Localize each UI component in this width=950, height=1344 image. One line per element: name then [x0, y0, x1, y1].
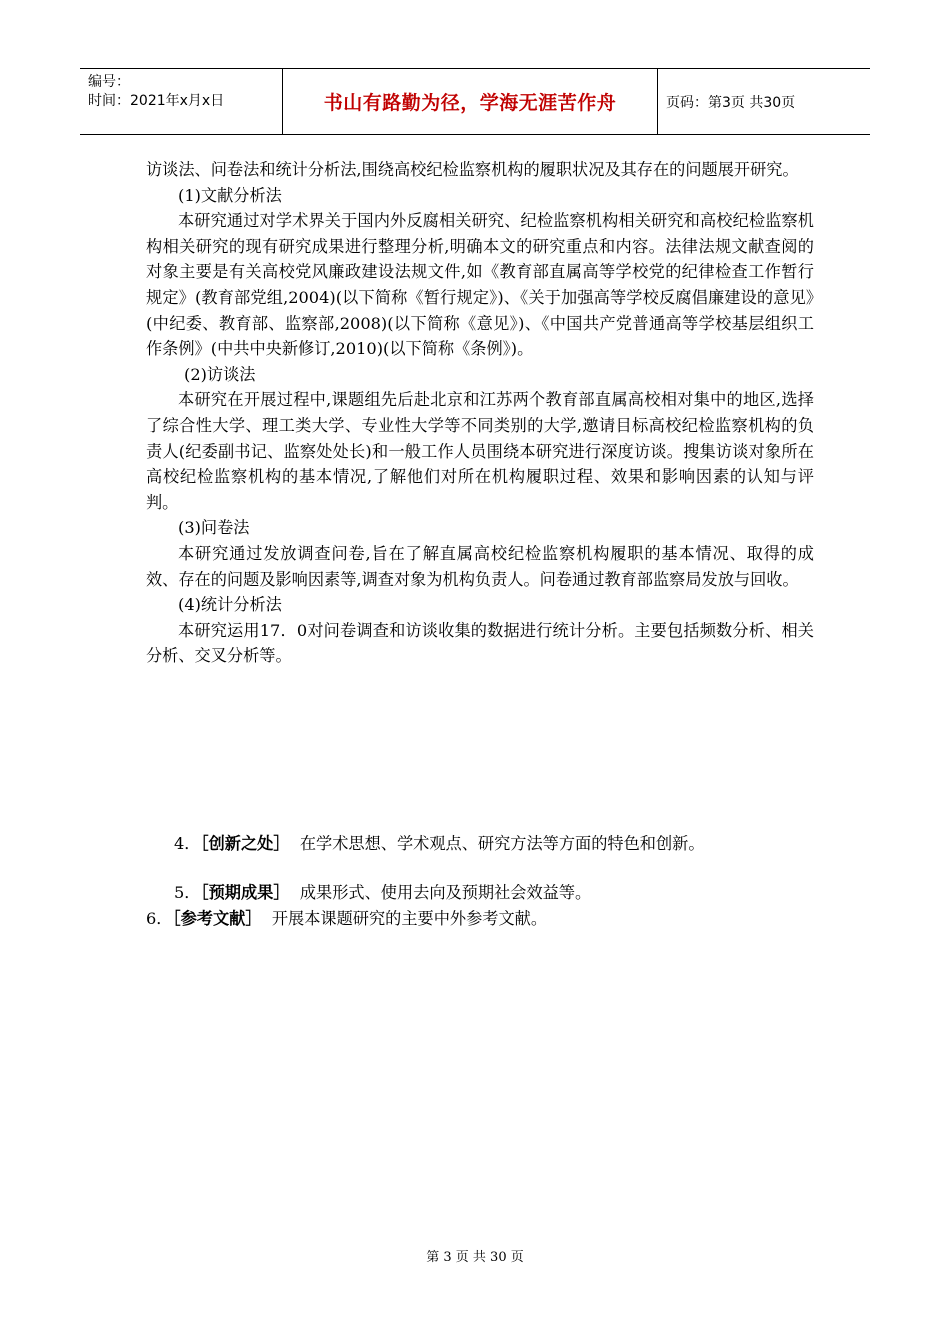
header-page-number: 页码：第3页 共30页 — [666, 94, 796, 111]
section-number: 5． — [174, 883, 201, 902]
section-title: ［预期成果］ — [200, 883, 290, 902]
section-number: 4． — [174, 834, 201, 853]
paragraph-methods-intro: 访谈法、问卷法和统计分析法,围绕高校纪检监察机构的履职状况及其存在的问题展开研究。 — [146, 160, 799, 179]
paragraph-interview: 本研究在开展过程中,课题组先后赴北京和江苏两个教育部直属高校相对集中的地区,选择了综合性大学、理工类大学、专业性大学等不同类别的大学,邀请目标高校纪检监察机构的负责人(纪委副书记、监察处处长)和一般工作人员围绕本研究进行深度访谈。搜集访谈对象所在高校纪检监察机构的基本情况,了解他们对所在机构履职过程、效果和影响因素的认知与评判。 — [146, 390, 814, 512]
paragraph-questionnaire: 本研究通过发放调查问卷,旨在了解直属高校纪检监察机构履职的基本情况、取得的成效、存在的问题及影响因素等,调查对象为机构负责人。问卷通过教育部监察局发放与回收。 — [146, 543, 814, 589]
heading-literature-analysis: (1)文献分析法 — [178, 185, 282, 205]
header-motto: 书山有路勤为径，学海无涯苦作舟 — [282, 69, 658, 134]
section-references — [146, 906, 846, 932]
section-innovation — [146, 831, 846, 857]
section-description: 开展本课题研究的主要中外参考文献。 — [271, 909, 548, 928]
heading-questionnaire: (3)问卷法 — [178, 518, 250, 538]
section-description: 成果形式、使用去向及预期社会效益等。 — [299, 883, 592, 902]
body-text — [146, 157, 814, 669]
page-header — [80, 68, 870, 135]
document-number: 编号： — [88, 74, 130, 90]
heading-interview: (2)访谈法 — [184, 364, 256, 384]
section-expected-results — [146, 880, 846, 906]
paragraph-literature-analysis: 本研究通过对学术界关于国内外反腐相关研究、纪检监察机构相关研究和高校纪检监察机构相关研究的现有研究成果进行整理分析,明确本文的研究重点和内容。法律法规文献查阅的对象主要是有关高校党风廉政建设法规文件,如《教育部直属高等学校党的纪律检查工作暂行规定》(教育部党组,2004)(以下简称《暂行规定》)、《关于加强高等学校反腐倡廉建设的意见》(中纪委、教育部、监察部,2008)(以下简称《意见》)、《中国共产党普通高等学校基层组织工作条例》(中共中央新修订,2010)(以下简称《条例》)。 — [146, 211, 814, 359]
heading-statistics: (4)统计分析法 — [178, 595, 282, 615]
document-date: 时间：2021年x月x日 — [88, 93, 225, 109]
section-number: 6． — [146, 909, 173, 928]
page-footer: 第 3 页 共 30 页 — [426, 1250, 524, 1265]
section-list — [146, 831, 846, 932]
header-meta — [80, 69, 282, 134]
section-title: ［创新之处］ — [200, 834, 290, 853]
section-description: 在学术思想、学术观点、研究方法等方面的特色和创新。 — [299, 834, 705, 853]
section-title: ［参考文献］ — [172, 909, 262, 928]
paragraph-statistics: 本研究运用17．0对问卷调查和访谈收集的数据进行统计分析。主要包括频数分析、相关分析、交叉分析等。 — [146, 620, 814, 666]
